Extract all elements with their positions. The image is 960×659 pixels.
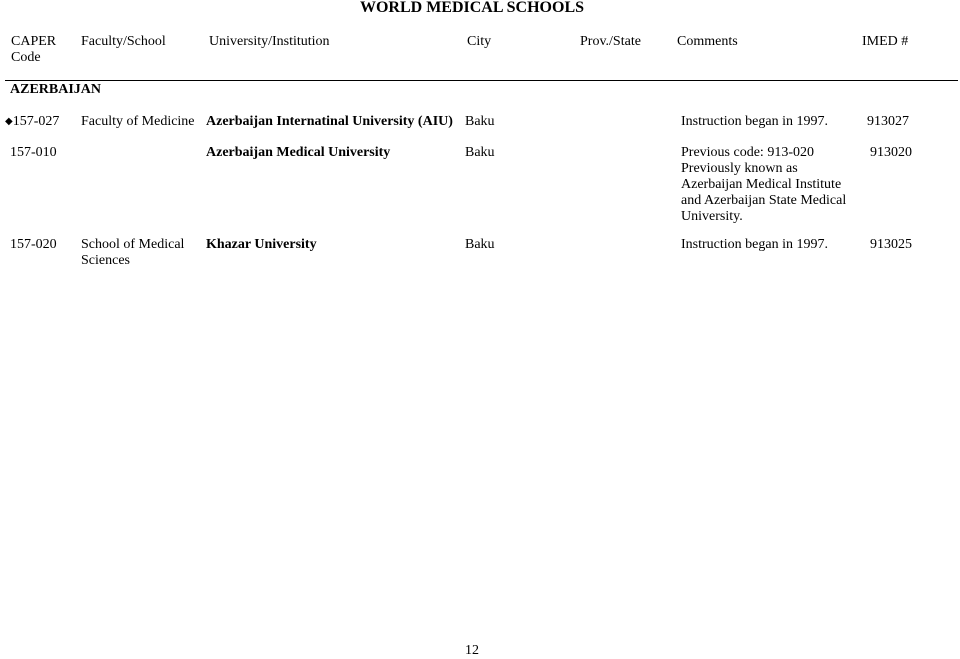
diamond-bullet-icon: ◆	[5, 116, 13, 127]
city: Baku	[465, 145, 495, 160]
header-divider	[5, 80, 958, 81]
column-header-caper-line2: Code	[11, 50, 41, 65]
column-header-faculty: Faculty/School	[81, 34, 166, 49]
caper-code: 157-010	[10, 145, 57, 160]
city: Baku	[465, 237, 495, 252]
university-name: Azerbaijan Internatinal University (AIU)	[206, 114, 453, 129]
comments-line: and Azerbaijan State Medical	[681, 193, 847, 208]
column-header-prov: Prov./State	[580, 34, 641, 49]
comments: Instruction began in 1997.	[681, 114, 828, 129]
caper-code: 157-027	[12, 114, 60, 129]
country-heading: AZERBAIJAN	[10, 82, 102, 97]
comments-line: Previous code: 913-020	[681, 145, 814, 160]
university-name: Azerbaijan Medical University	[206, 145, 391, 160]
university-name: Khazar University	[206, 237, 317, 252]
column-header-university: University/Institution	[209, 34, 330, 49]
comments-line: University.	[681, 209, 743, 224]
faculty-name	[81, 237, 184, 269]
imed-number: 913020	[870, 145, 912, 160]
comments-line: Previously known as	[681, 161, 798, 176]
imed-number: 913025	[870, 237, 912, 252]
city: Baku	[465, 114, 495, 129]
page-number: 12	[465, 643, 479, 658]
table-row-caper	[5, 114, 59, 131]
column-header-imed: IMED #	[862, 34, 909, 49]
column-header-caper-line1: CAPER	[11, 34, 57, 49]
faculty-name: Faculty of Medicine	[81, 114, 195, 129]
page-title: WORLD MEDICAL SCHOOLS	[359, 0, 585, 16]
column-header-city: City	[467, 34, 492, 49]
imed-number: 913027	[867, 114, 909, 129]
comments: Instruction began in 1997.	[681, 237, 828, 252]
comments-line: Azerbaijan Medical Institute	[681, 177, 842, 192]
faculty-line: School of Medical	[81, 237, 185, 252]
column-header-caper	[11, 34, 56, 66]
comments	[681, 145, 846, 225]
column-header-comments: Comments	[677, 34, 738, 49]
caper-code: 157-020	[10, 237, 57, 252]
faculty-line: Sciences	[81, 253, 130, 268]
